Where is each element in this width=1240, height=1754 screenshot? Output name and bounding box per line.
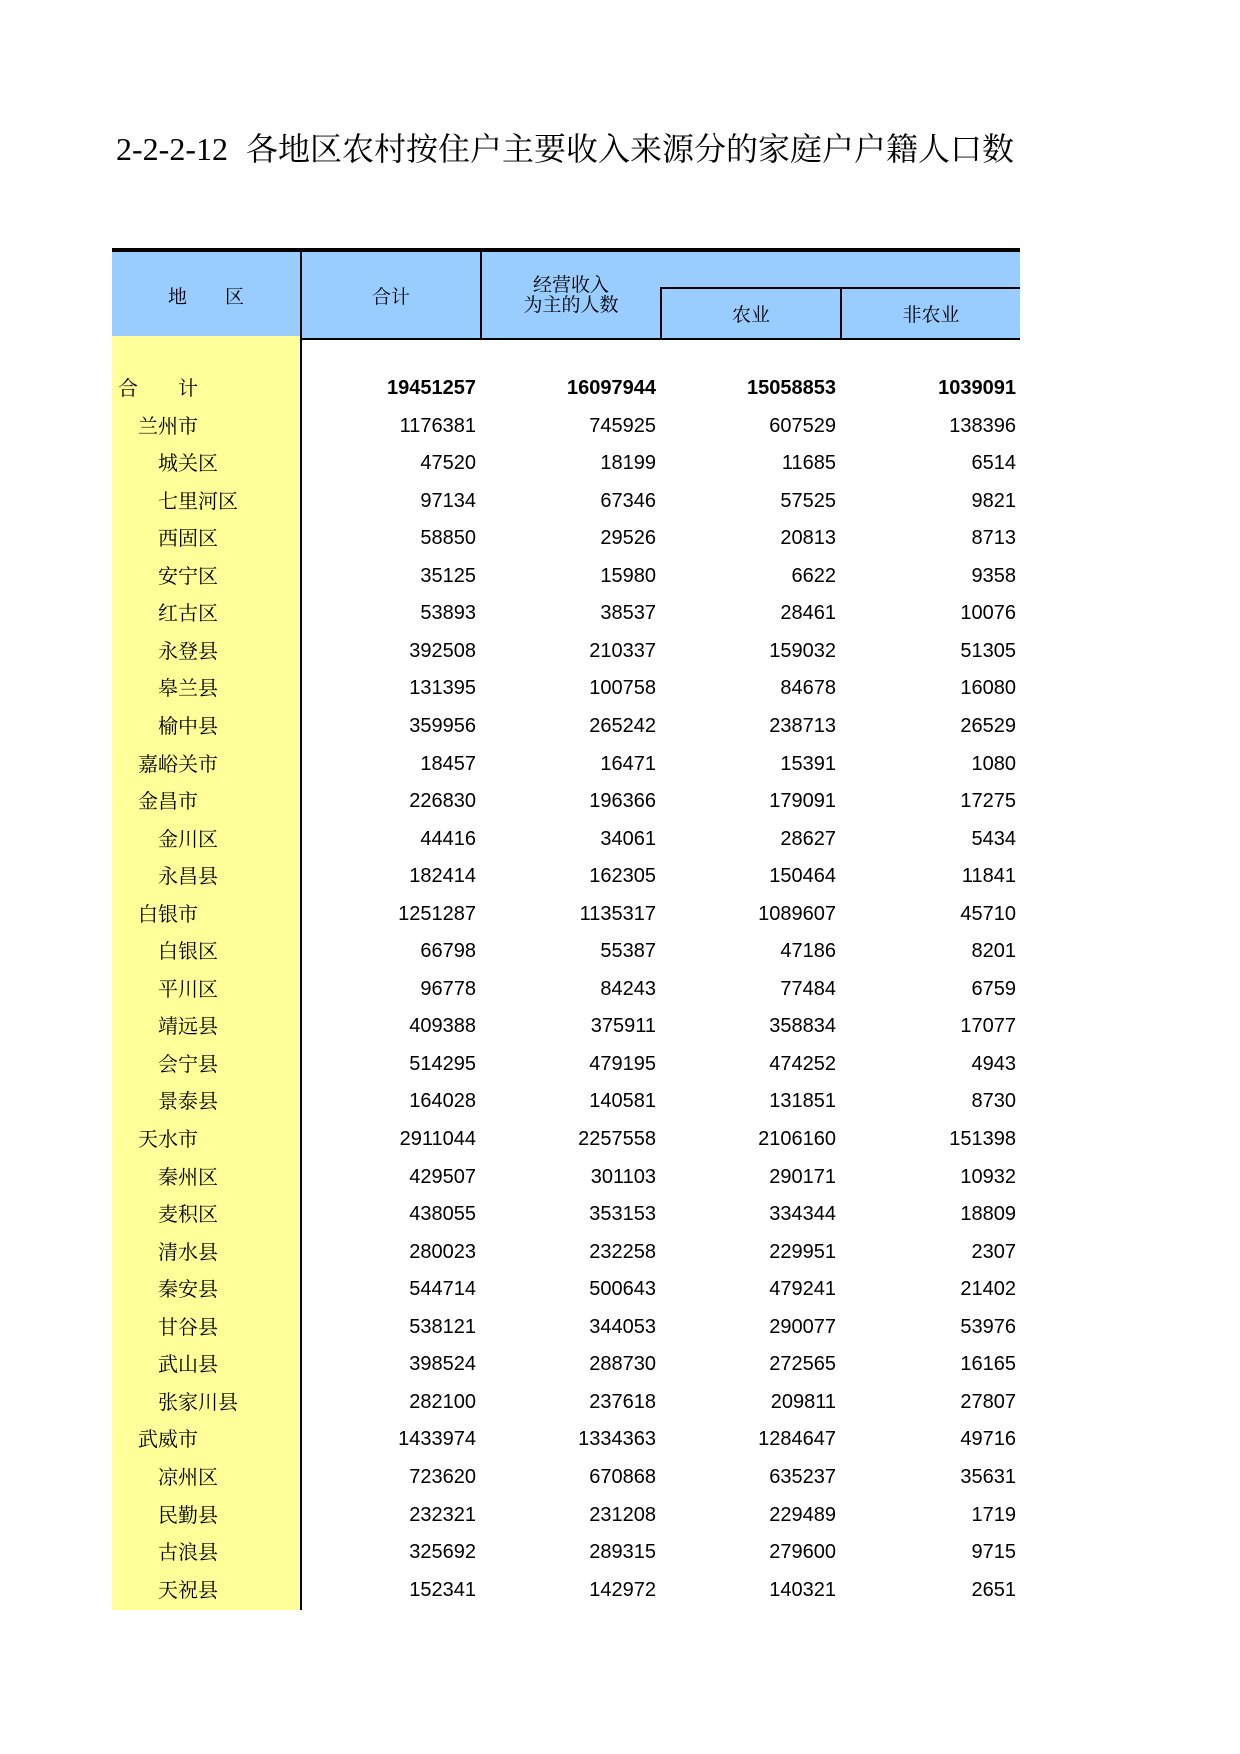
cell-region: 榆中县 [158, 713, 218, 738]
cell-region: 靖远县 [158, 1014, 218, 1039]
cell-nonagri: 18809 [960, 1203, 1016, 1226]
cell-business: 232258 [589, 1240, 656, 1263]
cell-business: 500643 [589, 1278, 656, 1301]
cell-region: 兰州市 [138, 413, 198, 438]
cell-agri: 2106160 [758, 1128, 836, 1150]
header-nonagri: 非农业 [902, 303, 960, 326]
table-row [112, 858, 1020, 896]
cell-business: 16097944 [567, 377, 656, 399]
cell-nonagri: 53976 [960, 1315, 1016, 1338]
cell-nonagri: 9358 [971, 564, 1016, 587]
cell-agri: 238713 [769, 714, 836, 737]
cell-nonagri: 26529 [960, 714, 1016, 737]
cell-business: 745925 [589, 414, 656, 437]
cell-business: 29526 [600, 527, 656, 550]
cell-agri: 84678 [780, 677, 836, 700]
cell-total: 514295 [409, 1052, 476, 1075]
cell-agri: 1284647 [758, 1428, 836, 1451]
cell-agri: 15058853 [747, 377, 836, 399]
cell-region: 西固区 [158, 526, 218, 551]
cell-region: 张家川县 [158, 1389, 238, 1414]
cell-business: 67346 [600, 489, 656, 512]
cell-business: 301103 [590, 1165, 656, 1188]
cell-agri: 28627 [780, 827, 836, 850]
cell-business: 140581 [589, 1090, 656, 1113]
cell-total: 152341 [409, 1578, 476, 1601]
cell-agri: 607529 [769, 414, 836, 437]
cell-nonagri: 4943 [971, 1052, 1016, 1075]
cell-agri: 150464 [769, 865, 836, 888]
cell-total: 538121 [409, 1315, 476, 1338]
cell-total: 544714 [409, 1278, 476, 1301]
cell-nonagri: 16080 [960, 677, 1016, 700]
cell-nonagri: 10932 [960, 1165, 1016, 1188]
cell-total: 97134 [420, 489, 476, 512]
cell-business: 210337 [589, 639, 656, 662]
cell-region: 古浪县 [158, 1540, 218, 1565]
cell-agri: 1089607 [758, 902, 836, 925]
table-row [112, 408, 1020, 446]
cell-nonagri: 5434 [971, 827, 1016, 850]
cell-business: 231208 [589, 1503, 656, 1526]
cell-nonagri: 35631 [960, 1465, 1016, 1488]
cell-business: 142972 [589, 1578, 656, 1601]
header-region: 地 区 [167, 285, 244, 308]
table-row [112, 708, 1020, 746]
table-row [112, 933, 1020, 971]
table-row [112, 445, 1020, 483]
cell-total: 226830 [409, 790, 476, 813]
cell-agri: 635237 [769, 1465, 836, 1488]
table-row [112, 1121, 1020, 1159]
cell-region: 红古区 [158, 601, 218, 626]
cell-total: 280023 [409, 1240, 476, 1263]
cell-agri: 290171 [769, 1165, 836, 1188]
cell-nonagri: 6514 [971, 452, 1016, 475]
cell-business: 100758 [589, 677, 656, 700]
cell-business: 265242 [589, 714, 656, 737]
table-row [112, 1008, 1020, 1046]
cell-agri: 334344 [769, 1203, 836, 1226]
cell-region: 凉州区 [158, 1464, 218, 1489]
table-row [112, 595, 1020, 633]
cell-nonagri: 6759 [971, 977, 1016, 1000]
cell-nonagri: 51305 [960, 639, 1016, 662]
cell-total: 438055 [409, 1203, 476, 1226]
cell-nonagri: 11841 [961, 865, 1016, 888]
table-row [112, 1572, 1020, 1610]
cell-total: 2911044 [399, 1128, 476, 1150]
cell-region: 秦安县 [158, 1277, 218, 1302]
cell-agri: 20813 [780, 527, 836, 550]
cell-region: 会宁县 [158, 1051, 218, 1076]
cell-nonagri: 1039091 [938, 377, 1016, 399]
title-number: 2-2-2-12 [116, 131, 228, 167]
cell-total: 35125 [420, 564, 476, 587]
cell-total: 282100 [409, 1390, 476, 1413]
cell-region: 民勤县 [158, 1502, 218, 1527]
cell-total: 131395 [409, 677, 476, 700]
cell-region: 城关区 [158, 451, 218, 476]
cell-region: 景泰县 [158, 1089, 218, 1114]
cell-business: 38537 [600, 602, 656, 625]
header-business-line2: 为主的人数 [523, 294, 619, 316]
table-header [112, 248, 1020, 340]
cell-total: 164028 [409, 1090, 476, 1113]
cell-nonagri: 17275 [960, 790, 1016, 813]
cell-business: 375911 [590, 1015, 656, 1038]
cell-business: 2257558 [578, 1128, 656, 1150]
cell-agri: 290077 [769, 1315, 836, 1338]
page-title [116, 126, 1020, 172]
cell-business: 289315 [589, 1541, 656, 1564]
table-row [112, 1534, 1020, 1572]
cell-agri: 179091 [769, 790, 836, 813]
cell-total: 232321 [409, 1503, 476, 1526]
cell-business: 16471 [600, 752, 656, 775]
header-business-line1: 经营收入 [532, 274, 609, 296]
table-row [112, 746, 1020, 784]
table-row [112, 483, 1020, 521]
table-row [112, 1083, 1020, 1121]
cell-total: 44416 [420, 827, 476, 850]
table-row [112, 1309, 1020, 1347]
cell-nonagri: 8201 [971, 940, 1016, 963]
cell-region: 白银区 [158, 939, 218, 964]
cell-agri: 279600 [769, 1541, 836, 1564]
table-row [112, 783, 1020, 821]
cell-region: 清水县 [158, 1239, 218, 1264]
table-row [112, 1459, 1020, 1497]
cell-nonagri: 21402 [960, 1278, 1016, 1301]
cell-business: 1135317 [579, 902, 656, 925]
cell-total: 1176381 [399, 414, 476, 437]
cell-nonagri: 49716 [960, 1428, 1016, 1451]
cell-total: 96778 [420, 977, 476, 1000]
cell-nonagri: 17077 [960, 1015, 1016, 1038]
cell-region: 平川区 [158, 976, 218, 1001]
cell-region: 秦州区 [158, 1164, 218, 1189]
cell-total: 398524 [409, 1353, 476, 1376]
header-total: 合计 [371, 285, 410, 308]
cell-agri: 57525 [780, 489, 836, 512]
cell-business: 288730 [589, 1353, 656, 1376]
cell-total: 1251287 [398, 902, 476, 925]
cell-nonagri: 8730 [971, 1090, 1016, 1113]
cell-nonagri: 10076 [960, 602, 1016, 625]
cell-agri: 272565 [769, 1353, 836, 1376]
cell-nonagri: 1719 [971, 1503, 1016, 1526]
cell-region: 甘谷县 [158, 1314, 218, 1339]
cell-total: 47520 [420, 452, 476, 475]
cell-total: 1433974 [398, 1428, 476, 1451]
header-business [482, 252, 660, 338]
cell-region: 麦积区 [158, 1202, 218, 1227]
cell-region: 天水市 [138, 1127, 198, 1151]
table-row [112, 1196, 1020, 1234]
cell-agri: 47186 [780, 940, 836, 963]
cell-nonagri: 1080 [971, 752, 1016, 775]
cell-agri: 77484 [780, 977, 836, 1000]
cell-region: 白银市 [138, 901, 198, 926]
header-agri: 农业 [731, 303, 770, 326]
cell-region: 武山县 [158, 1352, 218, 1377]
cell-agri: 15391 [780, 752, 836, 775]
cell-agri: 358834 [769, 1015, 836, 1038]
cell-region: 武威市 [138, 1427, 198, 1452]
cell-total: 723620 [409, 1465, 476, 1488]
table-row [112, 1421, 1020, 1459]
cell-nonagri: 27807 [960, 1390, 1016, 1413]
cell-business: 670868 [589, 1465, 656, 1488]
cell-region: 永昌县 [158, 864, 218, 889]
table-row [112, 1346, 1020, 1384]
cell-nonagri: 16165 [960, 1353, 1016, 1376]
table-row [112, 370, 1020, 408]
cell-total: 325692 [409, 1541, 476, 1564]
table-row [112, 821, 1020, 859]
cell-business: 1334363 [578, 1428, 656, 1451]
cell-region: 皋兰县 [158, 676, 218, 701]
cell-nonagri: 8713 [971, 527, 1016, 550]
cell-agri: 6622 [791, 564, 836, 587]
cell-business: 479195 [589, 1052, 656, 1075]
cell-total: 409388 [409, 1015, 476, 1038]
cell-business: 55387 [600, 940, 656, 963]
table-row [112, 1234, 1020, 1272]
cell-region: 安宁区 [158, 563, 218, 588]
cell-agri: 11685 [781, 452, 836, 475]
cell-total: 18457 [420, 752, 476, 775]
table-row [112, 558, 1020, 596]
cell-nonagri: 2651 [971, 1578, 1016, 1601]
cell-nonagri: 45710 [960, 902, 1016, 925]
cell-region: 天祝县 [158, 1577, 218, 1602]
table-row [112, 1046, 1020, 1084]
cell-total: 182414 [409, 865, 476, 888]
cell-agri: 479241 [769, 1278, 836, 1301]
cell-business: 162305 [589, 865, 656, 888]
cell-nonagri: 138396 [949, 414, 1016, 437]
cell-total: 53893 [420, 602, 476, 625]
cell-agri: 159032 [769, 639, 836, 662]
cell-business: 344053 [589, 1315, 656, 1338]
cell-total: 66798 [420, 940, 476, 963]
cell-agri: 209811 [770, 1390, 836, 1413]
cell-business: 353153 [589, 1203, 656, 1226]
cell-region: 金川区 [158, 826, 218, 851]
cell-agri: 131851 [769, 1090, 836, 1113]
cell-region: 七里河区 [158, 488, 238, 513]
cell-agri: 474252 [769, 1052, 836, 1075]
table-row [112, 971, 1020, 1009]
cell-agri: 28461 [780, 602, 836, 625]
cell-business: 15980 [600, 564, 656, 587]
cell-nonagri: 2307 [971, 1240, 1016, 1263]
table-row [112, 1271, 1020, 1309]
cell-business: 84243 [600, 977, 656, 1000]
cell-agri: 140321 [769, 1578, 836, 1601]
table-row [112, 1159, 1020, 1197]
table-row [112, 520, 1020, 558]
cell-nonagri: 9821 [971, 489, 1016, 512]
cell-region: 嘉峪关市 [138, 751, 218, 776]
cell-total: 429507 [409, 1165, 476, 1188]
cell-business: 34061 [600, 827, 656, 850]
cell-total: 359956 [409, 714, 476, 737]
cell-region: 合 计 [118, 376, 198, 400]
cell-region: 金昌市 [138, 789, 198, 814]
cell-region: 永登县 [158, 638, 218, 663]
table-row [112, 1497, 1020, 1535]
cell-business: 18199 [600, 452, 656, 475]
cell-nonagri: 151398 [949, 1128, 1016, 1150]
title-text: 各地区农村按住户主要收入来源分的家庭户户籍人口数 [245, 130, 1014, 168]
table-row [112, 633, 1020, 671]
table-row [112, 670, 1020, 708]
cell-total: 392508 [409, 639, 476, 662]
table-row [112, 896, 1020, 934]
cell-agri: 229951 [769, 1240, 836, 1263]
cell-business: 196366 [589, 790, 656, 813]
cell-total: 58850 [420, 527, 476, 550]
cell-agri: 229489 [769, 1503, 836, 1526]
cell-business: 237618 [589, 1390, 656, 1413]
cell-nonagri: 9715 [971, 1541, 1016, 1564]
cell-total: 19451257 [387, 377, 476, 399]
table-row [112, 1384, 1020, 1422]
